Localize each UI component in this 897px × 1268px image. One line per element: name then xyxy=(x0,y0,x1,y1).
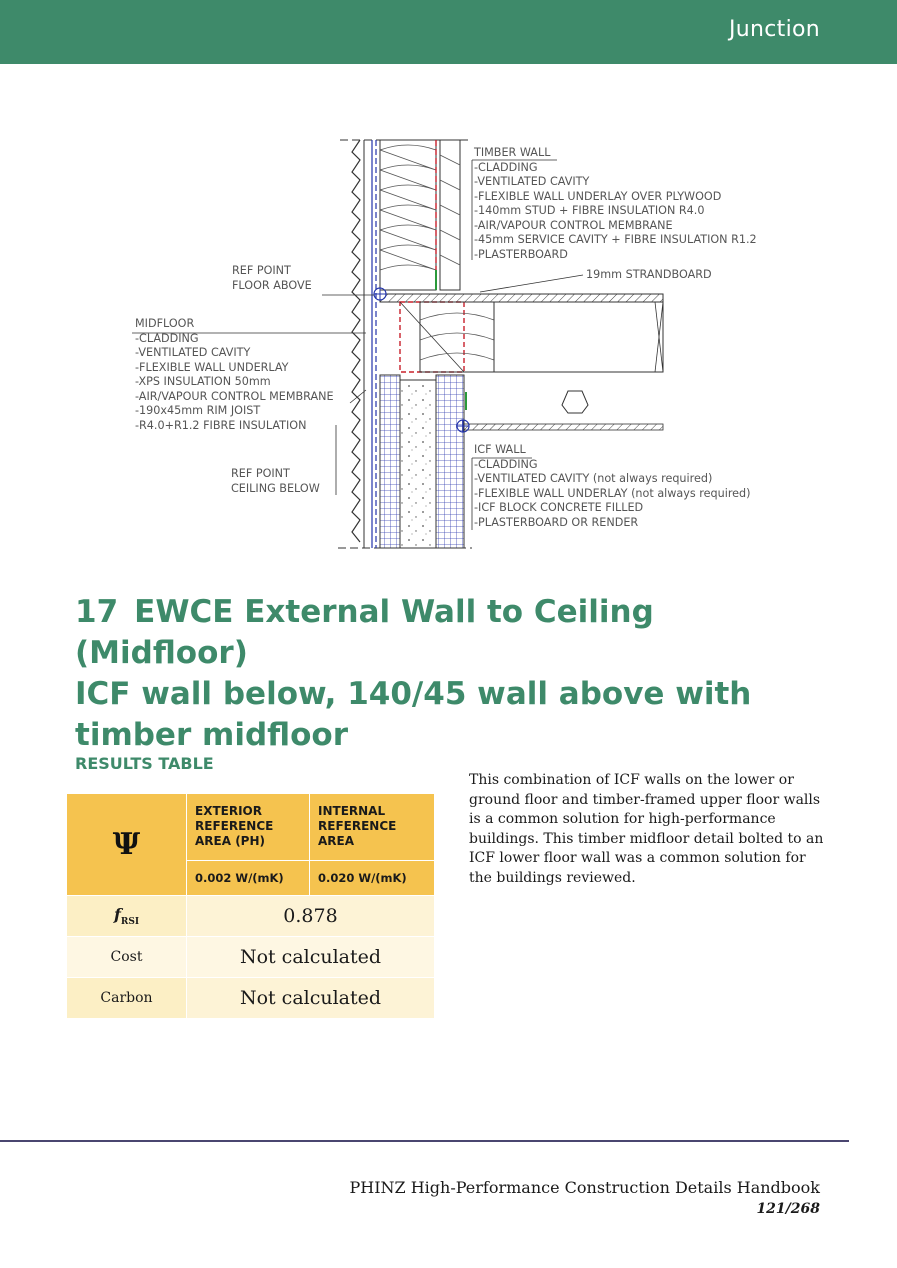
midfloor-item: -CLADDING xyxy=(135,331,199,345)
results-heading: RESULTS TABLE xyxy=(75,754,214,773)
midfloor-item: -AIR/VAPOUR CONTROL MEMBRANE xyxy=(135,389,334,403)
icf-wall-heading: ICF WALL xyxy=(474,443,526,456)
midfloor-item: -VENTILATED CAVITY xyxy=(135,346,251,359)
midfloor-item: -190x45mm RIM JOIST xyxy=(135,404,261,417)
internal-ref-header: INTERNAL REFERENCE AREA xyxy=(310,794,435,861)
midfloor-item: -FLEXIBLE WALL UNDERLAY xyxy=(135,360,289,374)
timber-wall-item: -VENTILATED CAVITY xyxy=(474,175,590,188)
ref-point-line: CEILING BELOW xyxy=(231,481,320,495)
title-line: ICF wall below, 140/45 wall above with xyxy=(75,676,752,712)
midfloor-label xyxy=(135,317,334,433)
title-line: timber midfloor xyxy=(75,717,349,753)
ref-point-line: FLOOR ABOVE xyxy=(232,278,312,292)
timber-wall-item: -FLEXIBLE WALL UNDERLAY OVER PLYWOOD xyxy=(474,189,722,203)
header-bar xyxy=(0,0,897,64)
exterior-ref-header: EXTERIOR REFERENCE AREA (PH) xyxy=(187,794,310,861)
midfloor-item: -R4.0+R1.2 FIBRE INSULATION xyxy=(135,418,307,432)
icf-wall-item: -VENTILATED CAVITY (not always required) xyxy=(474,472,713,485)
cost-value: Not calculated xyxy=(187,937,435,978)
frsi-value: 0.878 xyxy=(187,896,435,937)
ref-point-line: REF POINT xyxy=(232,264,291,277)
section-label: Junction xyxy=(728,17,820,42)
ref-point-below-label xyxy=(231,467,320,496)
psi-symbol: Ψ xyxy=(67,794,187,896)
construction-detail-drawing xyxy=(0,130,897,560)
midfloor-item: -XPS INSULATION 50mm xyxy=(135,375,271,388)
midfloor-heading: MIDFLOOR xyxy=(135,317,195,330)
footer-title: PHINZ High-Performance Construction Details Handbook xyxy=(349,1178,820,1197)
page-number: 121/268 xyxy=(756,1201,820,1217)
results-table xyxy=(66,793,435,1019)
timber-wall-item: -140mm STUD + FIBRE INSULATION R4.0 xyxy=(474,204,705,217)
icf-wall-item: -ICF BLOCK CONCRETE FILLED xyxy=(474,501,644,514)
internal-psi-value: 0.020 W/(mK) xyxy=(310,861,435,896)
description-paragraph: This combination of ICF walls on the lower or ground floor and timber-framed upper floor walls is a common solution for high-performance buildings. This timber midfloor detail bolted to an ICF lower floor wall was a common solution for the buildings reviewed. xyxy=(469,772,824,886)
ref-point-line: REF POINT xyxy=(231,467,290,480)
frsi-label: $f_{RSI}$ xyxy=(67,896,187,937)
cost-label: Cost xyxy=(67,937,187,978)
detail-number: 17 xyxy=(75,594,119,630)
timber-wall-item: -45mm SERVICE CAVITY + FIBRE INSULATION R1.2 xyxy=(474,233,757,246)
icf-wall-item: -PLASTERBOARD OR RENDER xyxy=(474,515,639,529)
timber-wall-item: -AIR/VAPOUR CONTROL MEMBRANE xyxy=(474,218,673,232)
icf-wall-label xyxy=(474,443,751,530)
timber-wall-item: -PLASTERBOARD xyxy=(474,247,568,261)
icf-wall-item: -FLEXIBLE WALL UNDERLAY (not always required) xyxy=(474,486,751,500)
timber-wall-heading: TIMBER WALL xyxy=(474,146,551,159)
icf-wall-item: -CLADDING xyxy=(474,457,538,471)
detail-title xyxy=(75,592,835,756)
title-line: EWCE External Wall to Ceiling (Midfloor) xyxy=(75,594,654,671)
timber-wall-label xyxy=(474,146,757,262)
carbon-label: Carbon xyxy=(67,978,187,1019)
exterior-psi-value: 0.002 W/(mK) xyxy=(187,861,310,896)
ref-point-above-label xyxy=(232,264,312,293)
strandboard-label: 19mm STRANDBOARD xyxy=(586,268,712,281)
footer-divider xyxy=(0,1140,849,1142)
carbon-value: Not calculated xyxy=(187,978,435,1019)
timber-wall-item: -CLADDING xyxy=(474,160,538,174)
